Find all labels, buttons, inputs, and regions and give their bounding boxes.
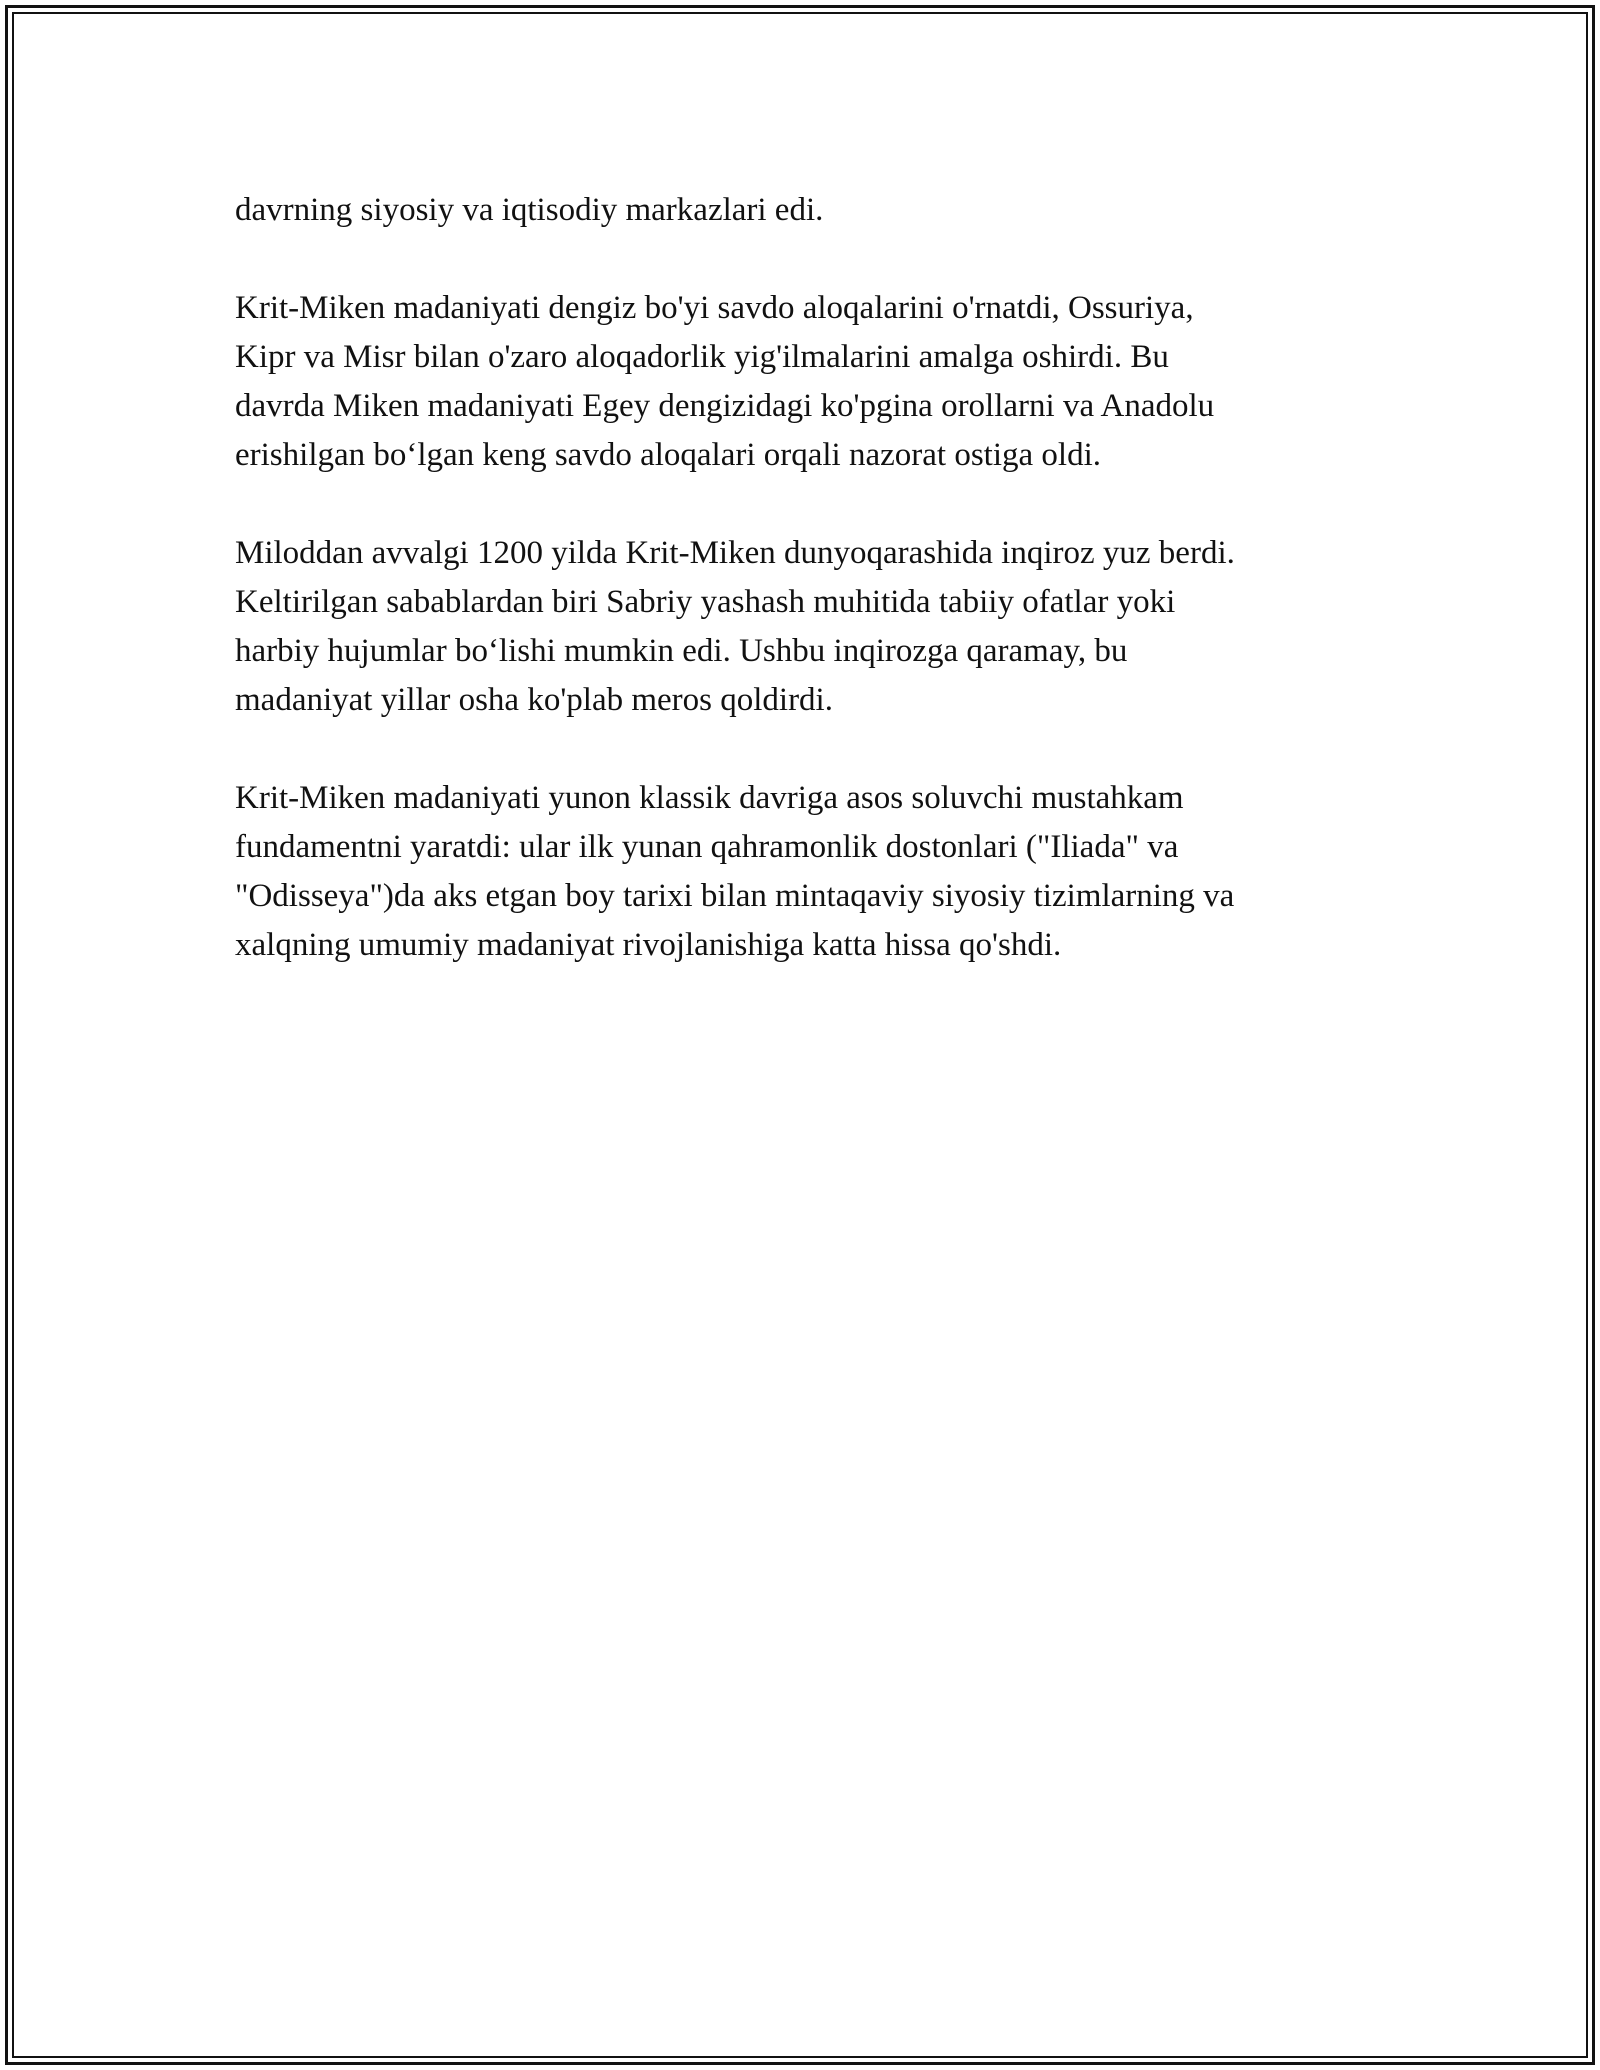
text-line: Keltirilgan sabablardan biri Sabriy yashash muhitida tabiiy ofatlar yoki [235, 584, 1176, 620]
document-body [235, 186, 1365, 1019]
text-line: xalqning umumiy madaniyat rivojlanishiga katta hissa qo'shdi. [235, 927, 1062, 963]
text-line: harbiy hujumlar bo‘lishi mumkin edi. Ushbu inqirozga qaramay, bu [235, 633, 1128, 669]
text-line: Krit-Miken madaniyati dengiz bo'yi savdo aloqalarini o'rnatdi, Ossuriya, [235, 290, 1194, 326]
text-line: madaniyat yillar osha ko'plab meros qoldirdi. [235, 682, 833, 718]
text-line: Miloddan avvalgi 1200 yilda Krit-Miken dunyoqarashida inqiroz yuz berdi. [235, 535, 1235, 571]
text-line: erishilgan bo‘lgan keng savdo aloqalari orqali nazorat ostiga oldi. [235, 437, 1101, 473]
text-line: davrning siyosiy va iqtisodiy markazlari edi. [235, 192, 824, 228]
paragraph-1 [235, 186, 1365, 235]
paragraph-4 [235, 774, 1365, 970]
text-line: davrda Miken madaniyati Egey dengizidagi ko'pgina orollarni va Anadolu [235, 388, 1215, 424]
paragraph-3 [235, 529, 1365, 725]
text-line: "Odisseya")da aks etgan boy tarixi bilan mintaqaviy siyosiy tizimlarning va [235, 878, 1235, 914]
text-line: fundamentni yaratdi: ular ilk yunan qahramonlik dostonlari ("Iliada" va [235, 829, 1179, 865]
text-line: Krit-Miken madaniyati yunon klassik davriga asos soluvchi mustahkam [235, 780, 1184, 816]
paragraph-2 [235, 284, 1365, 480]
text-line: Kipr va Misr bilan o'zaro aloqadorlik yig'ilmalarini amalga oshirdi. Bu [235, 339, 1169, 375]
